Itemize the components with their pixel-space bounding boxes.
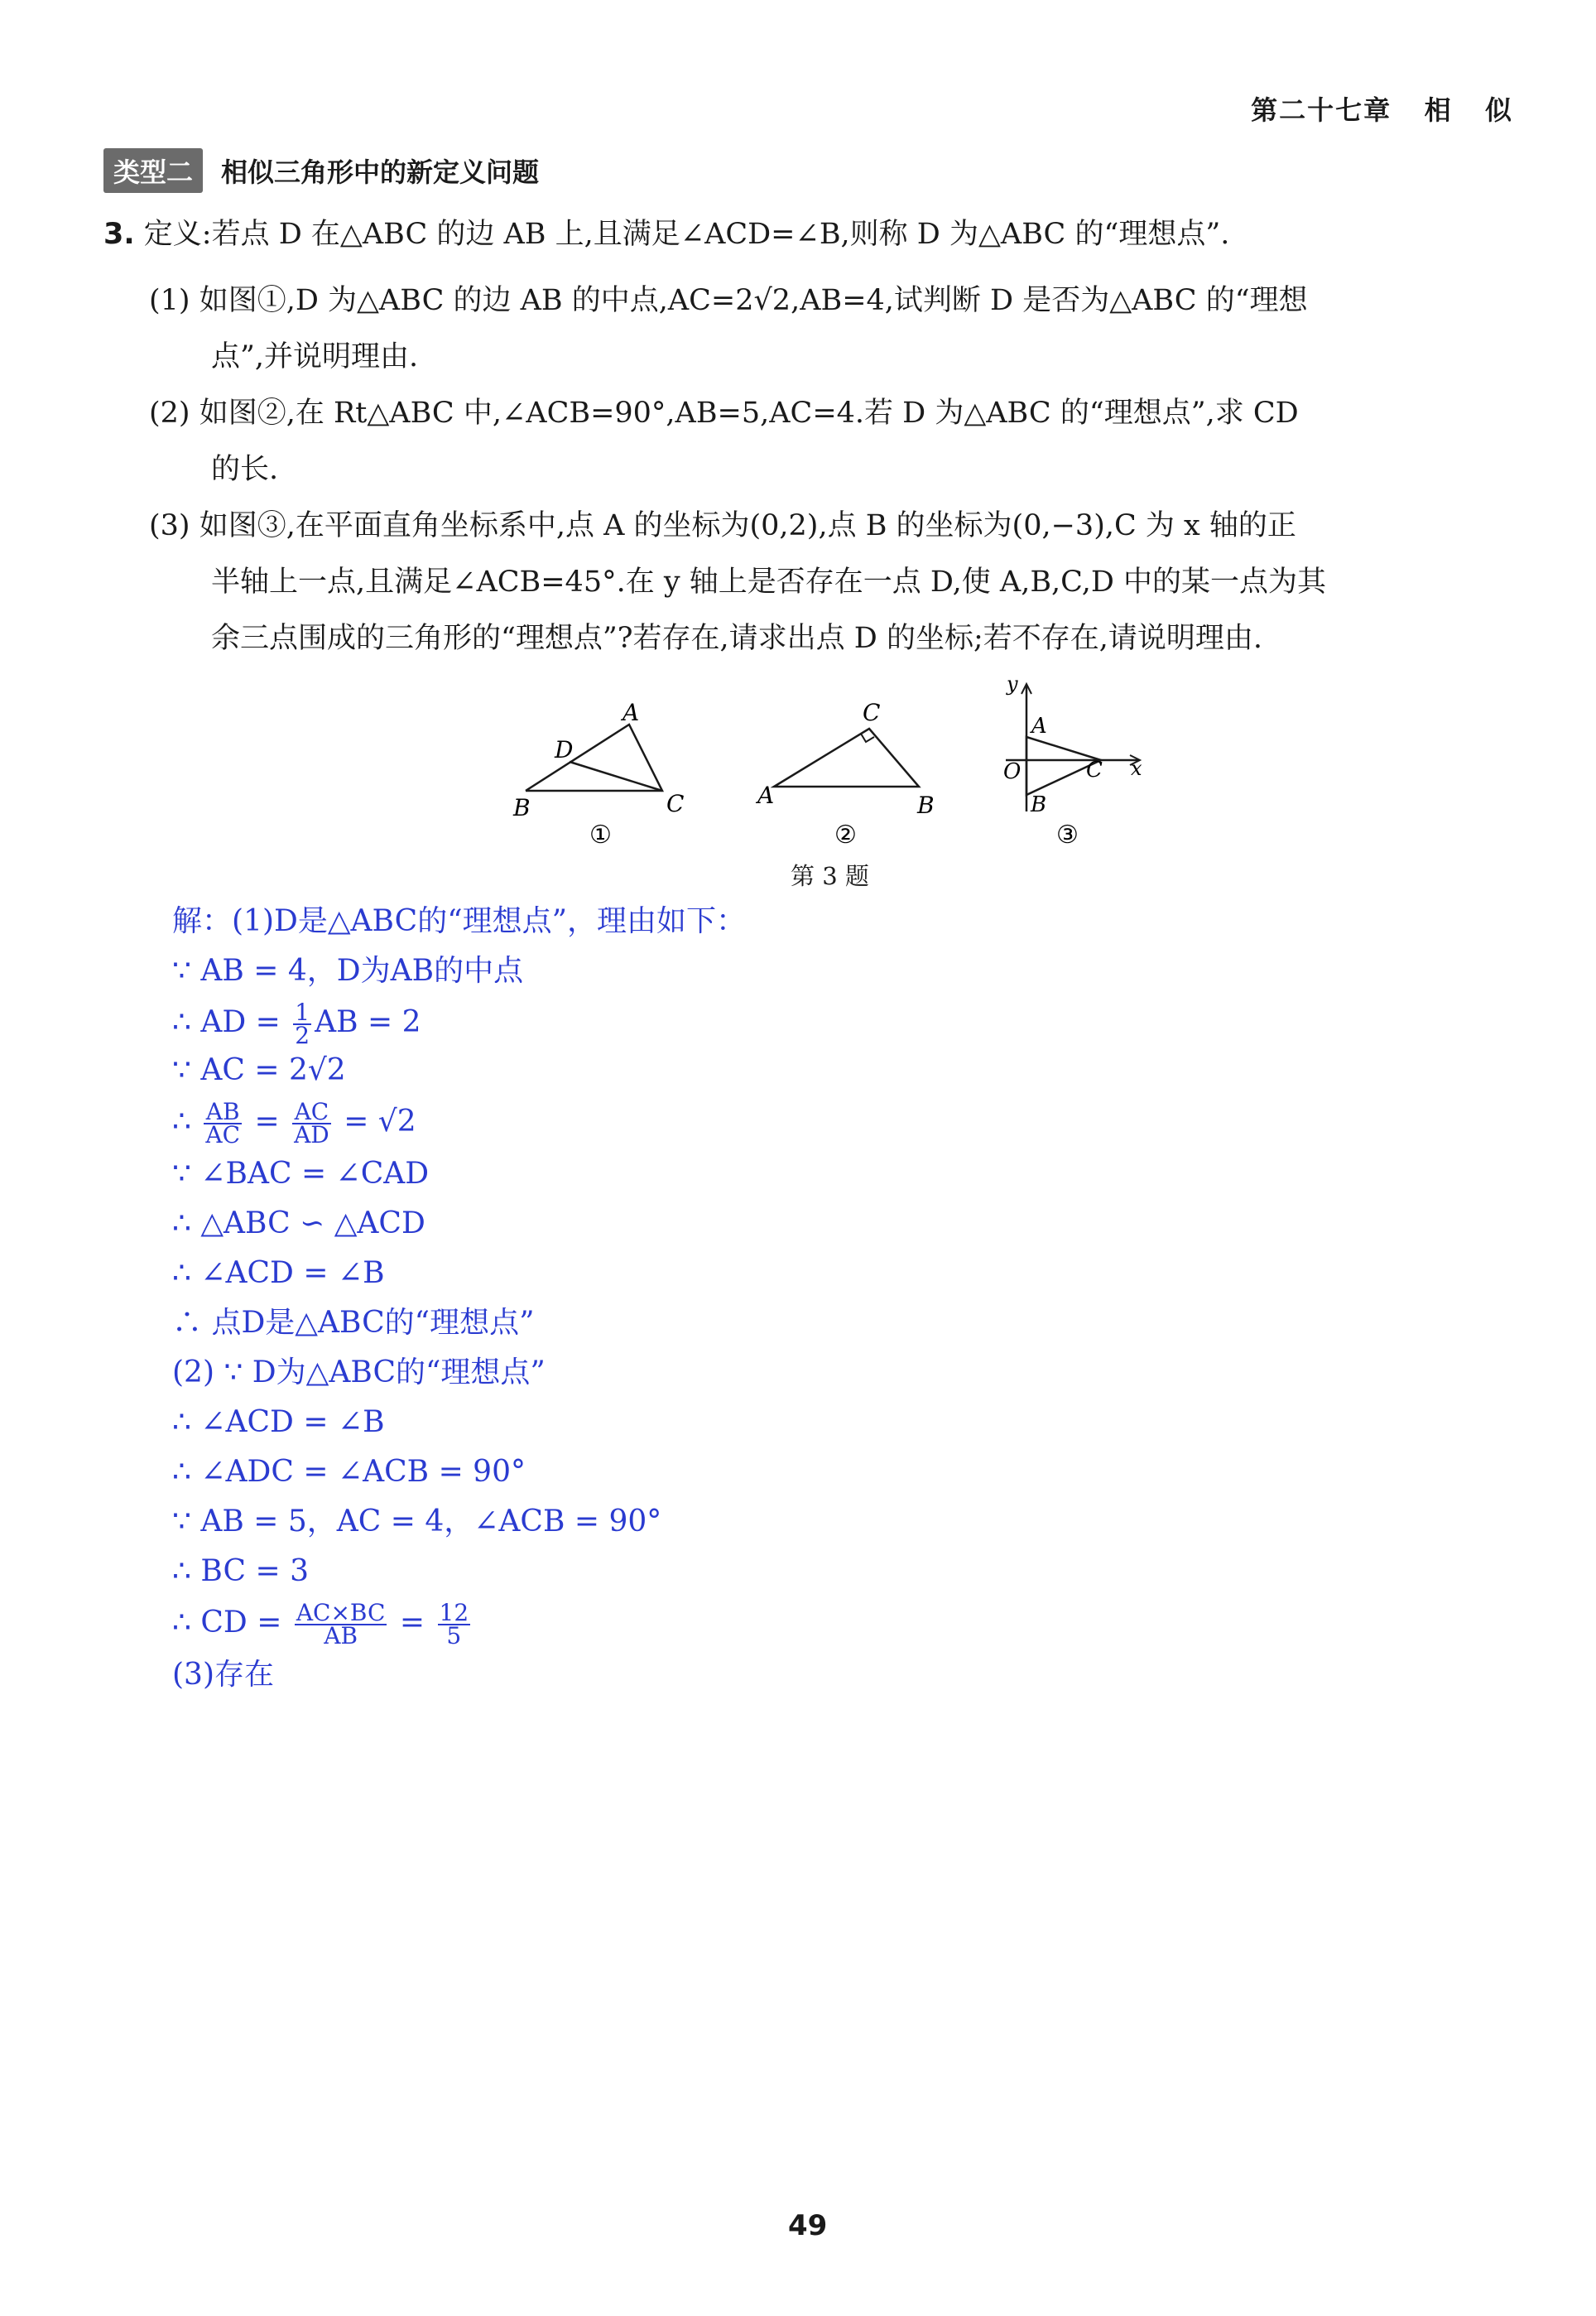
numerator: AC×BC (296, 1599, 386, 1626)
solution-line-7: ∴ △ABC ∽ △ACD (172, 1206, 425, 1240)
fraction (293, 999, 311, 1049)
question-stem: 定义:若点 D 在△ABC 的边 AB 上,且满足∠ACD=∠B,则称 D 为△ABC 的“理想点”. (143, 218, 1230, 251)
solution-line-16: (3)存在 (172, 1658, 274, 1692)
part3-line1: (3) 如图③,在平面直角坐标系中,点 A 的坐标为(0,2),点 B 的坐标为(0,−3),C 为 x 轴的正 (149, 509, 1296, 542)
fig2-point-b: B (917, 792, 935, 819)
fig2-point-a: A (757, 782, 775, 809)
part3-line3: 余三点围成的三角形的“理想点”?若存在,请求出点 D 的坐标;若不存在,请说明理由. (211, 622, 1263, 655)
part2-line2: 的长. (211, 453, 279, 486)
solution-line-14: ∴ BC = 3 (172, 1554, 309, 1588)
solution-line-6: ∵ ∠BAC = ∠CAD (172, 1157, 430, 1191)
solution-text: ∴ AD = (172, 1005, 291, 1039)
figure-3 (1003, 679, 1142, 850)
denominator: AD (294, 1121, 329, 1148)
solution-line-10: (2) ∵ D为△ABC的“理想点” (172, 1355, 546, 1389)
solution-text: AB = 2 (315, 1005, 421, 1039)
solution-line-1: 解：(1)D是△ABC的“理想点”，理由如下： (172, 904, 747, 938)
fig2-point-c: C (863, 699, 881, 726)
fig1-point-b: B (513, 794, 531, 821)
solution-line-4: ∵ AC = 2√2 (172, 1053, 346, 1087)
denominator: 2 (295, 1022, 310, 1049)
fig3-x-axis-label: x (1131, 757, 1142, 780)
section-heading (103, 149, 539, 192)
solution-text: = (390, 1606, 435, 1639)
solution-line-12: ∴ ∠ADC = ∠ACB = 90° (172, 1455, 526, 1489)
denominator: AC (205, 1121, 241, 1148)
section-title: 相似三角形中的新定义问题 (221, 156, 540, 188)
fraction (438, 1599, 471, 1649)
denominator: AB (324, 1622, 358, 1649)
fig3-point-b: B (1031, 792, 1047, 817)
solution-line-8: ∴ ∠ACD = ∠B (172, 1256, 385, 1290)
part1-line1: (1) 如图①,D 为△ABC 的边 AB 的中点,AC=2√2,AB=4,试判断 D 是否为△ABC 的“理想 (149, 284, 1308, 317)
solution-line-9: ∴ 点D是△ABC的“理想点” (172, 1306, 535, 1340)
part1-line2: 点”,并说明理由. (211, 340, 419, 373)
part2-line1: (2) 如图②,在 Rt△ABC 中,∠ACB=90°,AB=5,AC=4.若 D 为△ABC 的“理想点”,求 CD (149, 397, 1299, 430)
denominator: 5 (446, 1622, 462, 1649)
solution-line-5 (172, 1098, 416, 1148)
fig1-point-c: C (666, 790, 685, 817)
solution-text: = √2 (334, 1105, 416, 1139)
question-stem-line (103, 215, 1229, 253)
solution-text: ∴ (172, 1105, 201, 1139)
solution-text: = (245, 1105, 290, 1139)
chapter-header: 第二十七章 相 似 (1251, 94, 1513, 126)
numerator: 1 (295, 999, 310, 1026)
fig3-point-c: C (1086, 758, 1103, 782)
figure-1 (512, 699, 684, 850)
solution-line-2: ∵ AB = 4，D为AB的中点 (172, 954, 524, 988)
fraction (295, 1599, 387, 1649)
fraction (204, 1098, 242, 1148)
fraction (292, 1098, 331, 1148)
fig2-label: ② (834, 821, 857, 850)
fig3-label: ③ (1056, 821, 1079, 850)
solution-line-15 (172, 1599, 474, 1649)
numerator: AC (292, 1101, 331, 1124)
question-number: 3. (103, 218, 135, 251)
figure-2 (755, 699, 935, 850)
figure-caption: 第 3 题 (791, 862, 869, 890)
fig3-point-a: A (1031, 714, 1047, 739)
fig3-y-axis-label: y (1007, 679, 1018, 696)
section-badge: 类型二 (103, 148, 203, 193)
part3-line2: 半轴上一点,且满足∠ACB=45°.在 y 轴上是否存在一点 D,使 A,B,C,D 中的某一点为其 (211, 566, 1327, 599)
solution-line-13: ∵ AB = 5，AC = 4，∠ACB = 90° (172, 1505, 662, 1538)
page-number: 49 (788, 2209, 828, 2242)
solution-line-3 (172, 999, 421, 1049)
fig1-label: ① (589, 821, 612, 850)
solution-line-11: ∴ ∠ACD = ∠B (172, 1405, 385, 1439)
fig1-point-d: D (555, 736, 574, 763)
numerator: AB (204, 1101, 242, 1124)
fig1-point-a: A (623, 699, 640, 726)
solution-text: ∴ CD = (172, 1606, 291, 1639)
fig3-origin: O (1003, 759, 1022, 784)
numerator: 12 (439, 1599, 469, 1626)
